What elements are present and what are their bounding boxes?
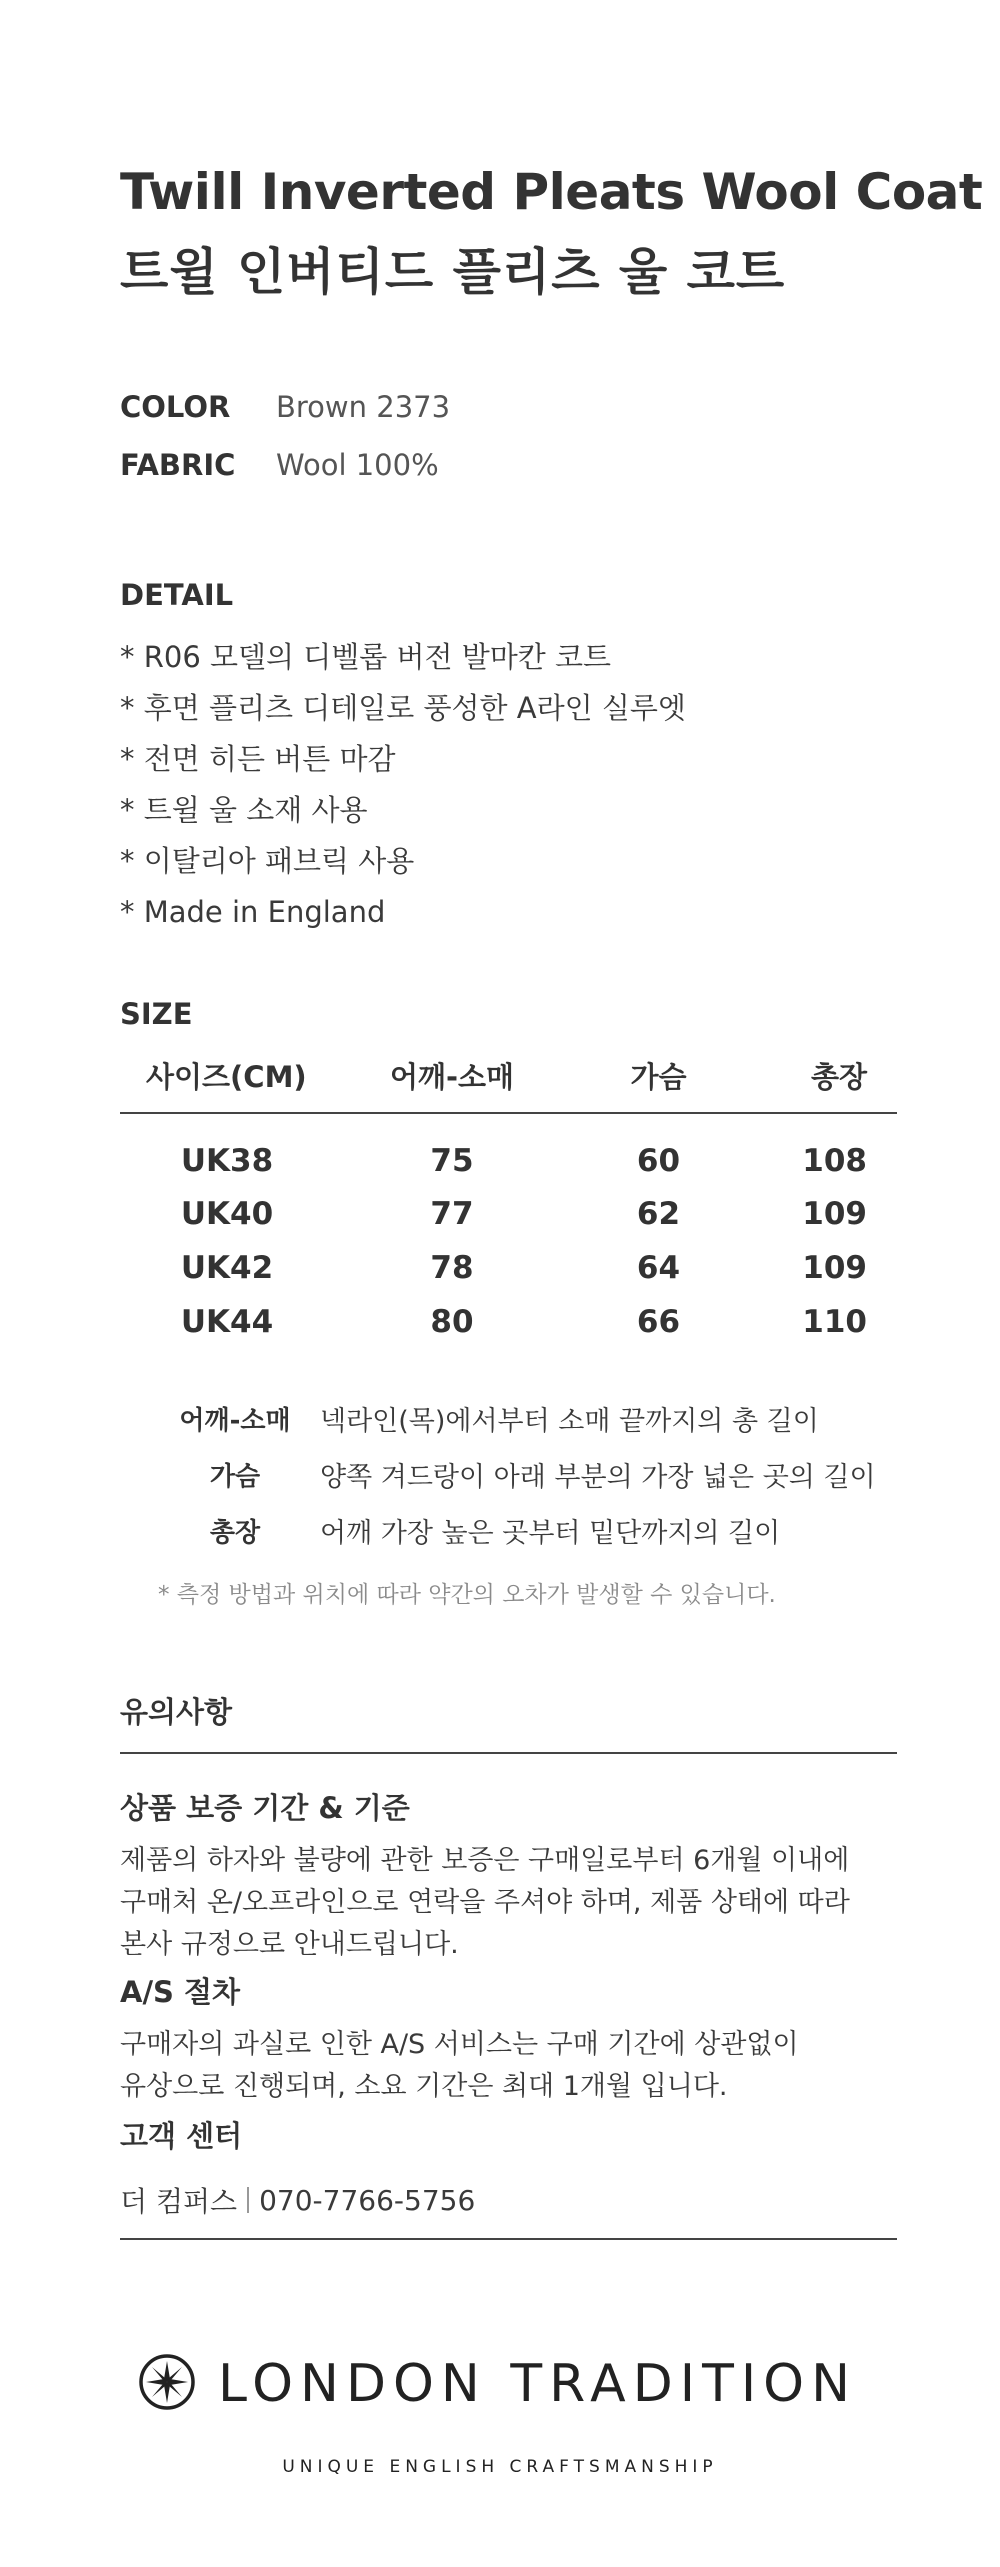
warranty-text <box>120 1840 920 1966</box>
shoulder-sleeve-cell: 75 <box>430 1142 474 1179</box>
warranty-line: 구매처 온/오프라인으로 연락을 주셔야 하며, 제품 상태에 따라 <box>120 1887 850 1918</box>
brand-tagline: UNIQUE ENGLISH CRAFTSMANSHIP <box>282 2457 718 2477</box>
length-cell: 109 <box>802 1196 867 1232</box>
chest-cell: 62 <box>636 1196 681 1232</box>
service-heading: 고객 센터 <box>120 2119 243 2153</box>
measurement-note: * 측정 방법과 위치에 따라 약간의 오차가 발생할 수 있습니다. <box>158 1582 776 1608</box>
size-table-header <box>120 1053 897 1113</box>
chest-cell: 60 <box>636 1142 681 1179</box>
warranty-heading: 상품 보증 기간 & 기준 <box>120 1791 410 1825</box>
detail-item: * 트윌 울 소재 사용 <box>120 793 368 827</box>
as-text <box>120 2024 920 2108</box>
color-value: Brown 2373 <box>276 390 451 424</box>
col-header-shoulder-sleeve: 어깨-소매 <box>334 1053 570 1113</box>
detail-item: * 이탈리아 패브릭 사용 <box>120 844 415 878</box>
legend-desc: 넥라인(목)에서부터 소매 끝까지의 총 길이 <box>320 1405 819 1437</box>
as-line: 구매자의 과실로 인한 A/S 서비스는 구매 기간에 상관없이 <box>120 2029 799 2060</box>
size-heading: SIZE <box>120 997 193 1031</box>
col-header-chest: 가슴 <box>570 1053 747 1113</box>
fabric-label: FABRIC <box>120 448 236 482</box>
compass-star-icon <box>138 2353 196 2415</box>
warranty-line: 본사 규정으로 안내드립니다. <box>120 1929 459 1960</box>
legend-key: 어깨-소매 <box>179 1405 291 1436</box>
legend-row <box>150 1446 876 1502</box>
legend-desc: 어깨 가장 높은 곳부터 밑단까지의 길이 <box>320 1517 781 1549</box>
shoulder-sleeve-cell: 80 <box>430 1304 474 1340</box>
size-cell: UK42 <box>180 1250 274 1286</box>
table-row <box>120 1187 897 1241</box>
shoulder-sleeve-cell: 77 <box>430 1196 474 1232</box>
size-table <box>120 1053 897 1349</box>
legend-key: 총장 <box>209 1517 261 1548</box>
detail-item: * 전면 히든 버튼 마감 <box>120 742 396 776</box>
caution-title: 유의사항 <box>120 1695 233 1729</box>
product-title-ko: 트윌 인버티드 플리츠 울 코트 <box>120 243 786 301</box>
legend-desc: 양쪽 겨드랑이 아래 부분의 가장 넓은 곳의 길이 <box>320 1461 876 1493</box>
legend-row <box>150 1390 876 1446</box>
contact-line <box>120 2180 475 2220</box>
fabric-value: Wool 100% <box>276 448 439 482</box>
shoulder-sleeve-cell: 78 <box>430 1250 474 1286</box>
size-cell: UK40 <box>180 1196 274 1232</box>
as-heading: A/S 절차 <box>120 1975 241 2009</box>
measurement-legend <box>150 1390 876 1558</box>
detail-heading: DETAIL <box>120 578 234 612</box>
as-line: 유상으로 진행되며, 소요 기간은 최대 1개월 입니다. <box>120 2071 728 2102</box>
legend-key: 가슴 <box>209 1461 261 1492</box>
length-cell: 110 <box>802 1304 867 1340</box>
col-header-size: 사이즈(CM) <box>120 1053 334 1113</box>
company-name: 더 컴퍼스 <box>120 2185 238 2218</box>
divider <box>120 2238 897 2240</box>
chest-cell: 66 <box>636 1304 681 1340</box>
warranty-line: 제품의 하자와 불량에 관한 보증은 구매일로부터 6개월 이내에 <box>120 1845 850 1876</box>
detail-list <box>120 632 686 938</box>
table-row <box>120 1295 897 1349</box>
color-label: COLOR <box>120 390 231 424</box>
col-header-length: 총장 <box>747 1053 897 1113</box>
length-cell: 109 <box>802 1250 867 1286</box>
length-cell: 108 <box>802 1142 867 1179</box>
table-row <box>120 1241 897 1295</box>
phone-number: 070-7766-5756 <box>259 2183 476 2217</box>
brand-logo <box>138 2353 857 2415</box>
size-cell: UK44 <box>180 1304 274 1340</box>
size-cell: UK38 <box>180 1142 274 1179</box>
brand-name: LONDON TRADITION <box>218 2354 858 2414</box>
table-row <box>120 1113 897 1187</box>
product-title-en: Twill Inverted Pleats Wool Coat <box>120 163 983 221</box>
detail-item: * Made in England <box>120 895 386 929</box>
detail-item: * R06 모델의 디벨롭 버전 발마칸 코트 <box>120 640 612 674</box>
separator <box>247 2187 249 2213</box>
chest-cell: 64 <box>636 1250 681 1286</box>
legend-row <box>150 1502 876 1558</box>
divider <box>120 1752 897 1754</box>
detail-item: * 후면 플리츠 디테일로 풍성한 A라인 실루엣 <box>120 691 686 725</box>
